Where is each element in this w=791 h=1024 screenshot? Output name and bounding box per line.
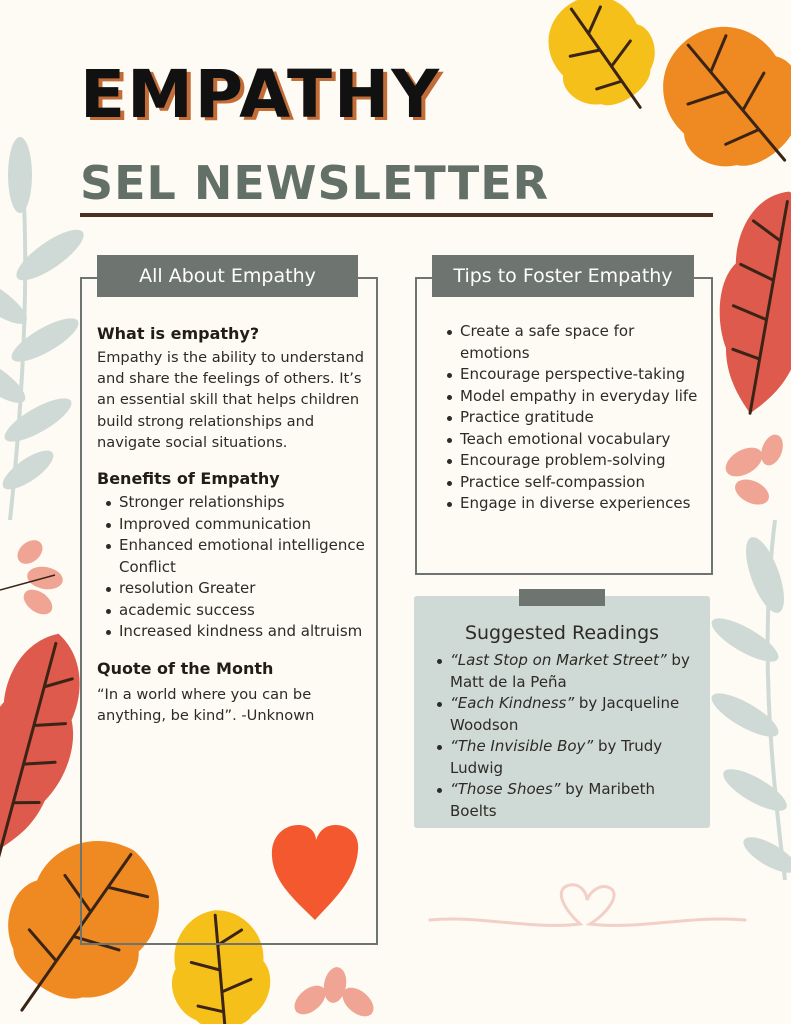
- list-item: Create a safe space for emotions: [438, 321, 700, 364]
- list-item: Practice gratitude: [438, 407, 700, 429]
- list-item: resolution Greater: [97, 578, 367, 600]
- about-content: [97, 324, 367, 726]
- book-author: by Matt de la Peña: [450, 651, 690, 691]
- list-item: Enhanced emotional intelligence Conflict: [97, 535, 367, 578]
- book-author: by Maribeth Boelts: [450, 780, 655, 820]
- fern-leaf-icon: [706, 520, 791, 880]
- list-item: [428, 650, 703, 693]
- quote-heading: Quote of the Month: [97, 658, 274, 678]
- tape-icon: [519, 589, 605, 606]
- tips-list: [438, 321, 700, 515]
- header-divider: [80, 213, 713, 217]
- readings-title: Suggested Readings: [464, 622, 660, 644]
- oak-leaf-icon: [721, 432, 787, 510]
- list-item: Engage in diverse experiences: [438, 493, 700, 515]
- list-item: Encourage problem-solving: [438, 450, 700, 472]
- book-title: “The Invisible Boy”: [450, 737, 594, 755]
- benefits-list: [97, 492, 367, 643]
- heart-squiggle-icon: [430, 885, 745, 926]
- book-author: by Trudy Ludwig: [450, 737, 663, 777]
- list-item: Model empathy in everyday life: [438, 386, 700, 408]
- list-item: Stronger relationships: [97, 492, 367, 514]
- page-title: EMPATHY: [80, 56, 442, 133]
- list-item: Practice self-compassion: [438, 472, 700, 494]
- list-item: Teach emotional vocabulary: [438, 429, 700, 451]
- fern-leaf-icon: [0, 137, 90, 520]
- tips-tab: Tips to Foster Empathy: [432, 255, 694, 297]
- what-heading: What is empathy?: [97, 324, 260, 343]
- oak-leaf-icon: [289, 965, 379, 1022]
- quote-body: “In a world where you can be anything, be kind”. -Unknown: [97, 685, 315, 724]
- book-author: by Jacqueline Woodson: [450, 694, 680, 734]
- list-item: [428, 736, 703, 779]
- readings-list: [428, 650, 703, 822]
- what-body: Empathy is the ability to understand and share the feelings of others. It’s an essential skill that helps children build strong relationships and navigate social situations.: [97, 349, 364, 451]
- oak-leaf-icon: [635, 0, 791, 202]
- list-item: Improved communication: [97, 514, 367, 536]
- oak-leaf-icon: [702, 183, 791, 422]
- book-title: “Last Stop on Market Street”: [450, 651, 667, 669]
- list-item: Increased kindness and altruism: [97, 621, 367, 643]
- oak-leaf-icon: [527, 0, 681, 136]
- list-item: [428, 693, 703, 736]
- list-item: academic success: [97, 600, 367, 622]
- benefits-heading: Benefits of Empathy: [97, 469, 280, 489]
- about-empathy-tab: All About Empathy: [97, 255, 358, 297]
- list-item: [428, 779, 703, 822]
- list-item: Encourage perspective-taking: [438, 364, 700, 386]
- book-title: “Those Shoes”: [450, 780, 561, 798]
- book-title: “Each Kindness”: [450, 694, 575, 712]
- page-subtitle: SEL NEWSLETTER: [80, 156, 550, 210]
- oak-leaf-icon: [0, 535, 65, 619]
